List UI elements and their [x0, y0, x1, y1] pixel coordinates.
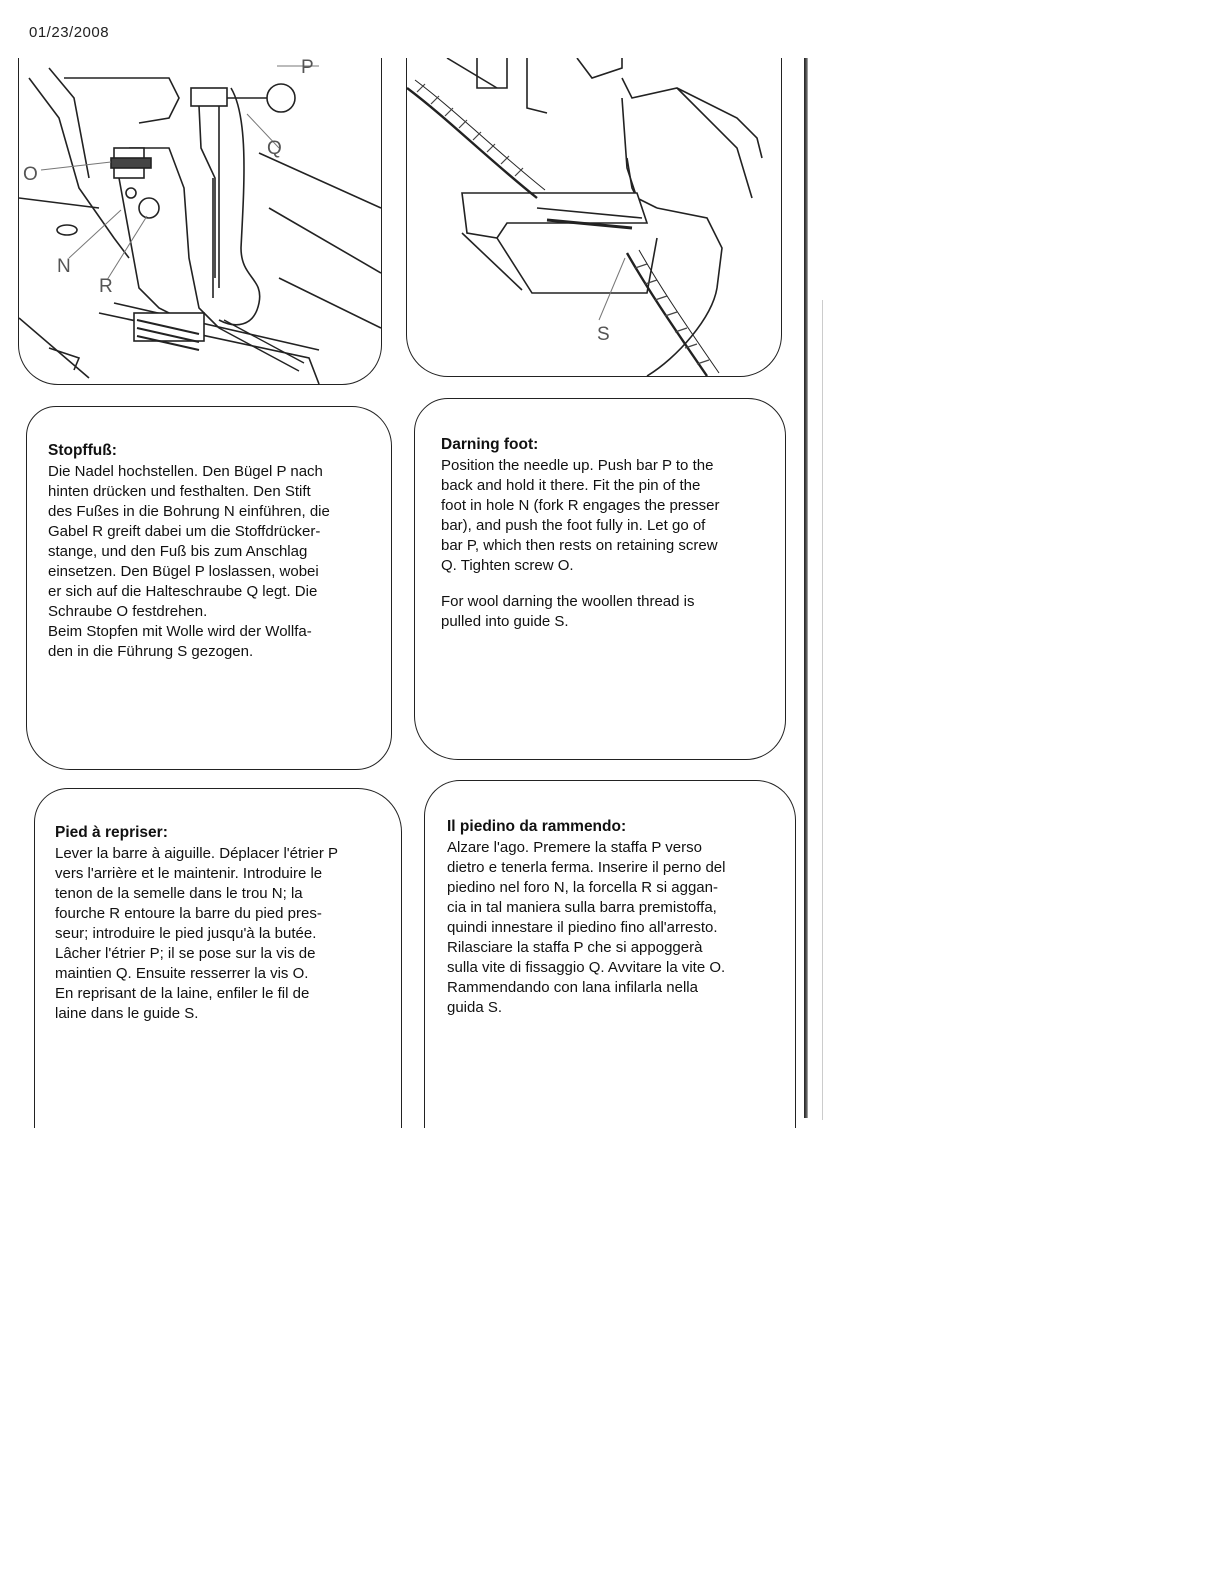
section-french	[34, 788, 402, 1128]
label-p: P	[301, 58, 314, 78]
page-date: 01/23/2008	[29, 24, 110, 41]
label-r: R	[99, 276, 113, 297]
heading-german: Stopffuß:	[48, 442, 117, 459]
binding-shadow	[822, 300, 823, 1120]
darning-foot-drawing	[407, 58, 781, 376]
section-italian	[424, 780, 796, 1128]
section-german	[26, 406, 392, 770]
heading-french: Pied à repriser:	[55, 824, 168, 841]
heading-english: Darning foot:	[441, 436, 539, 453]
illustration-presser-foot	[18, 58, 382, 385]
binding-edge	[804, 58, 808, 1118]
body-english-wool: For wool darning the woollen thread is pulled into guide S.	[441, 593, 695, 630]
body-french: Lever la barre à aiguille. Déplacer l'étrier P vers l'arrière et le maintenir. Introduire le tenon de la semelle dans le trou N; la fourche R entoure la barre du pied pres- seur; introduire le pied jusqu'à la butée. Lâcher l'étrier P; il se pose sur la vis de maintien Q. Ensuite resserrer la vis O. En reprisant de la laine, enfiler le fil de laine dans le guide S.	[55, 845, 339, 1022]
presser-foot-drawing	[19, 58, 381, 384]
illustration-darning-foot	[406, 58, 782, 377]
label-n: N	[57, 256, 71, 277]
body-english: Position the needle up. Push bar P to the back and hold it there. Fit the pin of the foot in hole N (fork R engages the presser bar), and push the foot fully in. Let go of bar P, which then rests on retaining screw Q. Tighten screw O.	[441, 457, 720, 574]
heading-italian: Il piedino da rammendo:	[447, 818, 627, 835]
body-italian: Alzare l'ago. Premere la staffa P verso dietro e tenerla ferma. Inserire il perno del piedino nel foro N, la forcella R si aggan- cia in tal maniera sulla barra premistoffa, quindi innestare il piedino fino all'arresto. Rilasciare la staffa P che si appoggerà sulla vite di fissaggio Q. Avvitare la vite O. Rammendando con lana infilarla nella guida S.	[447, 839, 726, 1016]
body-german: Die Nadel hochstellen. Den Bügel P nach hinten drücken und festhalten. Den Stift des Fußes in die Bohrung N einführen, die Gabel R greift dabei um die Stoffdrücker- stange, und den Fuß bis zum Anschlag einsetzen. Den Bügel P loslassen, wobei er sich auf die Halteschraube Q legt. Die Schraube O festdrehen. Beim Stopfen mit Wolle wird der Wollfa- den in die Führung S gezogen.	[48, 463, 330, 660]
label-s: S	[597, 324, 610, 345]
section-english	[414, 398, 786, 760]
label-o: O	[23, 164, 38, 185]
label-q: Q	[267, 138, 282, 159]
